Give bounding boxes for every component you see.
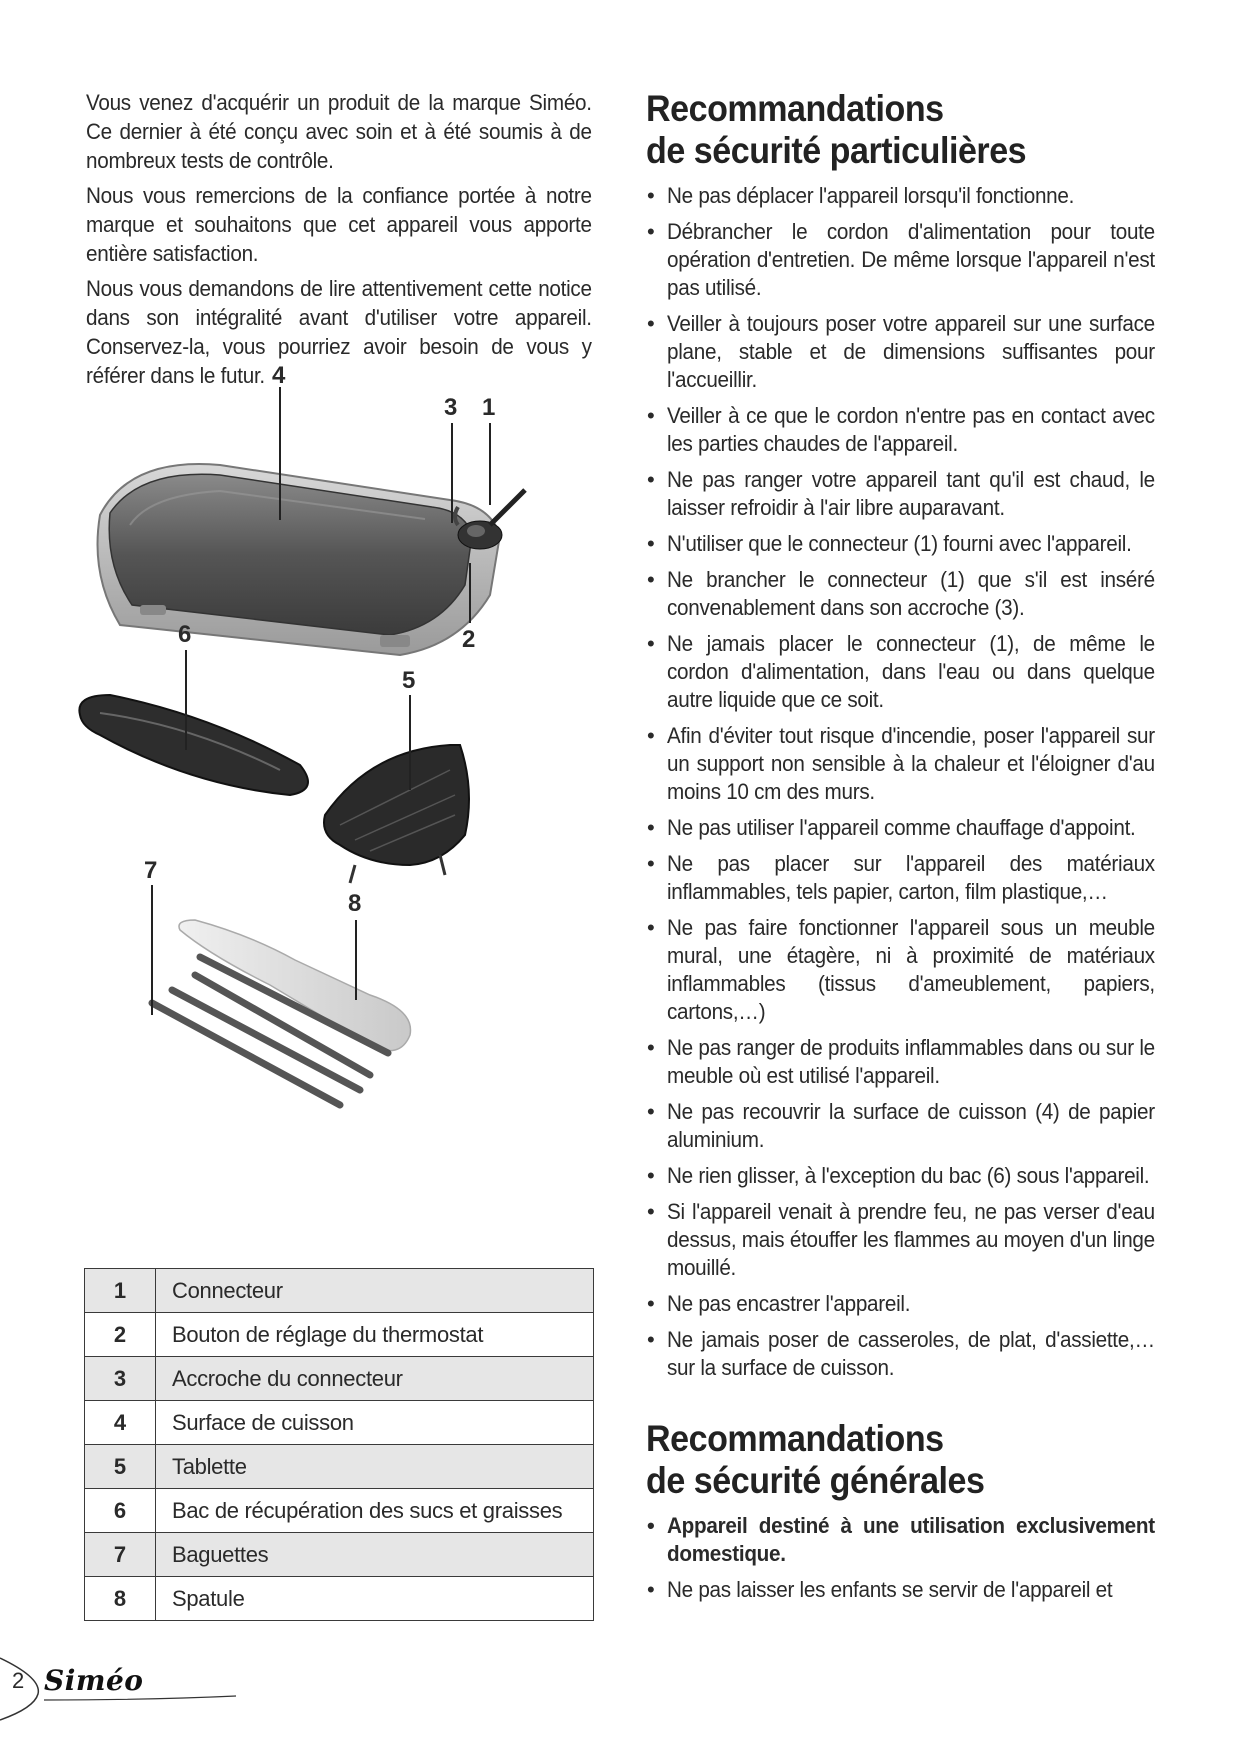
list-item: [646, 1290, 1154, 1318]
part-label: Bouton de réglage du thermostat: [156, 1313, 594, 1357]
list-item: [646, 1162, 1154, 1190]
section-title-line: Recommandations: [646, 88, 944, 129]
part-number: 7: [85, 1533, 156, 1577]
list-item-text: • Ne pas recouvrir la surface de cuisson (4) de papier aluminium.: [667, 1099, 1155, 1152]
list-item: [646, 1098, 1154, 1154]
callout-2: 2: [462, 626, 476, 653]
part-number: 4: [85, 1401, 156, 1445]
list-item-text: • Ne pas déplacer l'appareil lorsqu'il fonctionne.: [667, 183, 1075, 208]
part-number: 6: [85, 1489, 156, 1533]
list-item: [646, 630, 1154, 714]
list-item-text: • Appareil destiné à une utilisation exclusivement domestique.: [667, 1513, 1155, 1566]
product-illustration: [70, 362, 610, 1215]
part-number: 1: [85, 1269, 156, 1313]
list-item: [646, 182, 1154, 210]
section-title-line: de sécurité générales: [646, 1460, 985, 1501]
table-row: [85, 1533, 594, 1577]
table-row: [85, 1401, 594, 1445]
list-item-text: • Ne pas faire fonctionner l'appareil sous un meuble mural, une étagère, ni à proximité de matériaux inflammables (tissus d'ameublement, papiers, cartons,…): [667, 915, 1155, 1024]
tablette-drawing: [324, 745, 469, 883]
part-label: Accroche du connecteur: [156, 1357, 594, 1401]
table-row: [85, 1269, 594, 1313]
section-title-line: de sécurité particulières: [646, 130, 1027, 171]
section-title-general: [646, 1418, 1161, 1502]
list-item-text: • N'utiliser que le connecteur (1) fourni avec l'appareil.: [667, 531, 1132, 556]
list-item-text: • Ne pas laisser les enfants se servir de l'appareil et: [667, 1577, 1113, 1602]
list-item: [646, 814, 1154, 842]
list-item: [646, 566, 1154, 622]
intro-column: [86, 88, 592, 396]
list-item: [646, 402, 1154, 458]
page-number: 2: [12, 1668, 25, 1693]
list-item-text: • Ne pas ranger votre appareil tant qu'il est chaud, le laisser refroidir à l'air libre auparavant.: [667, 467, 1155, 520]
part-label: Tablette: [156, 1445, 594, 1489]
list-item-text: • Ne pas encastrer l'appareil.: [667, 1291, 911, 1316]
list-item-text: • Ne jamais placer le connecteur (1), de même le cordon d'alimentation, dans l'eau ou dans quelque autre liquide que ce soit.: [667, 631, 1155, 712]
callout-5: 5: [402, 667, 416, 694]
particular-recommendations-list: [646, 182, 1154, 1382]
callout-6: 6: [178, 621, 192, 648]
griddle-drawing: [98, 464, 526, 655]
list-item-text: • Ne jamais poser de casseroles, de plat, d'assiette,… sur la surface de cuisson.: [667, 1327, 1155, 1380]
list-item-text: • Ne pas ranger de produits inflammables dans ou sur le meuble où est utilisé l'appareil.: [667, 1035, 1155, 1088]
table-row: [85, 1577, 594, 1621]
general-recommendations-list: [646, 1512, 1154, 1604]
table-row: [85, 1357, 594, 1401]
part-label: Bac de récupération des sucs et graisses: [156, 1489, 594, 1533]
part-number: 2: [85, 1313, 156, 1357]
list-item-text: • Ne pas utiliser l'appareil comme chauffage d'appoint.: [667, 815, 1136, 840]
list-item: [646, 1512, 1154, 1568]
part-label: Spatule: [156, 1577, 594, 1621]
list-item-text: • Afin d'éviter tout risque d'incendie, poser l'appareil sur un support non sensible à la chaleur et l'éloigner d'au moins 10 cm des murs.: [667, 723, 1155, 804]
list-item: [646, 850, 1154, 906]
callout-8: 8: [348, 890, 362, 917]
product-illustration-svg: [70, 362, 610, 1215]
part-number: 5: [85, 1445, 156, 1489]
part-number: 8: [85, 1577, 156, 1621]
intro-paragraph-3: Nous vous demandons de lire attentivement cette notice dans son intégralité avant d'utiliser votre appareil. Conservez-la, vous pourriez avoir besoin de vous y référer dans le futur.: [86, 276, 592, 388]
brand-logo: Siméo: [44, 1664, 144, 1697]
section-title-particular: [646, 88, 1161, 172]
drip-tray-drawing: [79, 695, 308, 795]
list-item-text: • Ne rien glisser, à l'exception du bac (6) sous l'appareil.: [667, 1163, 1150, 1188]
list-item: [646, 1326, 1154, 1382]
callout-4: 4: [272, 362, 286, 389]
list-item: [646, 1576, 1154, 1604]
part-label: Baguettes: [156, 1533, 594, 1577]
list-item-text: • Veiller à ce que le cordon n'entre pas en contact avec les parties chaudes de l'appareil.: [667, 403, 1155, 456]
list-item: [646, 218, 1154, 302]
callout-3: 3: [444, 394, 458, 421]
list-item-text: • Débrancher le cordon d'alimentation pour toute opération d'entretien. De même lorsque l'appareil n'est pas utilisé.: [667, 219, 1155, 300]
intro-text: [86, 88, 592, 390]
intro-paragraph-2: Nous vous remercions de la confiance portée à notre marque et souhaitons que cet appareil vous apporte entière satisfaction.: [86, 183, 592, 266]
intro-paragraph-1: Vous venez d'acquérir un produit de la marque Siméo. Ce dernier à été conçu avec soin et à été soumis à de nombreux tests de contrôle.: [86, 90, 592, 173]
table-row: [85, 1489, 594, 1533]
list-item-text: • Ne pas placer sur l'appareil des matériaux inflammables, tels papier, carton, film plastique,…: [667, 851, 1155, 904]
part-label: Connecteur: [156, 1269, 594, 1313]
part-label: Surface de cuisson: [156, 1401, 594, 1445]
part-number: 3: [85, 1357, 156, 1401]
parts-table: [84, 1268, 594, 1621]
list-item: [646, 1034, 1154, 1090]
table-row: [85, 1313, 594, 1357]
list-item: [646, 466, 1154, 522]
list-item: [646, 530, 1154, 558]
section-title-line: Recommandations: [646, 1418, 944, 1459]
list-item: [646, 722, 1154, 806]
list-item: [646, 1198, 1154, 1282]
list-item: [646, 310, 1154, 394]
list-item-text: • Veiller à toujours poser votre appareil sur une surface plane, stable et de dimensions suffisantes pour l'accueillir.: [667, 311, 1155, 392]
list-item: [646, 914, 1154, 1026]
list-item-text: • Ne brancher le connecteur (1) que s'il est inséré convenablement dans son accroche (3).: [667, 567, 1155, 620]
list-item-text: • Si l'appareil venait à prendre feu, ne pas verser d'eau dessus, mais étouffer les flammes au moyen d'un linge mouillé.: [667, 1199, 1155, 1280]
safety-column: [646, 88, 1154, 1612]
table-row: [85, 1445, 594, 1489]
callout-1: 1: [482, 394, 496, 421]
callout-7: 7: [144, 857, 158, 884]
